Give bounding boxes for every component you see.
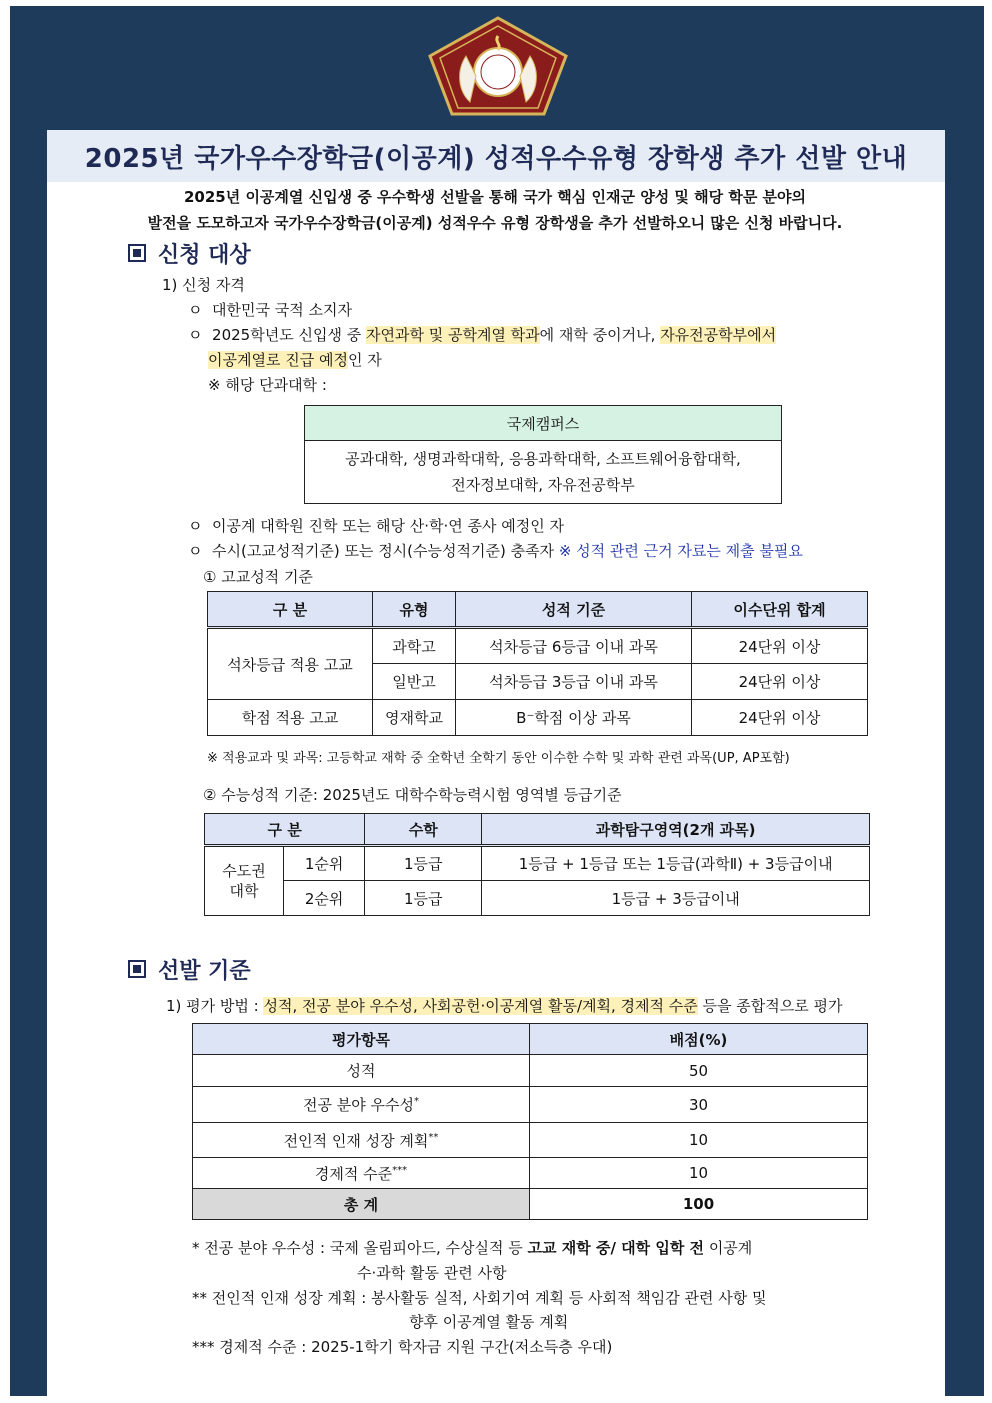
table-row xyxy=(208,628,868,664)
table-cell: 석차등급 6등급 이내 과목 xyxy=(456,628,692,664)
footnote-text: 이공계 xyxy=(704,1239,753,1257)
table-cell: 1순위 xyxy=(284,846,365,881)
section-heading-eligibility xyxy=(128,238,251,269)
university-emblem-icon xyxy=(426,16,571,120)
criteria-text: 2025학년도 신입생 중 xyxy=(212,326,366,344)
total-value: 100 xyxy=(530,1189,868,1220)
criteria-item xyxy=(188,299,352,320)
eval-item: 전인적 인재 성장 계획 xyxy=(283,1131,429,1150)
table-header: 이수단위 합계 xyxy=(692,592,868,628)
table-cell: 24단위 이상 xyxy=(692,700,868,736)
footnote-1 xyxy=(192,1237,752,1258)
hs-note: ※ 적용교과 및 과목: 고등학교 재학 중 全학년 全학기 동안 이수한 수학 및 과학 관련 과목(UP, AP포함) xyxy=(207,751,790,766)
circle-bullet-icon: ㅇ xyxy=(188,301,203,319)
hs-grade-table xyxy=(207,591,868,736)
table-cell: 30 xyxy=(530,1087,868,1123)
table-cell: 10 xyxy=(530,1158,868,1189)
footnote-2-cont: 향후 이공계열 활동 계획 xyxy=(409,1313,569,1331)
criteria-text: 이공계 대학원 진학 또는 해당 산·학·연 종사 예정인 자 xyxy=(212,517,565,535)
campus-colleges-line: 공과대학, 생명과학대학, 응용과학대학, 소프트웨어융합대학, xyxy=(345,450,741,468)
table-cell: 학점 적용 고교 xyxy=(208,700,373,736)
highlight-text: 자유전공학부에서 xyxy=(660,326,777,344)
table-header: 구 분 xyxy=(205,814,365,846)
footnote-text: * 전공 분야 우수성 : 국제 올림피아드, 수상실적 등 xyxy=(192,1239,528,1257)
criteria-item xyxy=(188,540,803,561)
criteria-item xyxy=(188,515,564,536)
footnote-mark: * xyxy=(413,1096,419,1107)
table-cell xyxy=(193,1055,530,1087)
table-header: 구 분 xyxy=(208,592,373,628)
footnote-1-cont: 수·과학 활동 관련 사항 xyxy=(357,1264,507,1282)
eval-item: 성적 xyxy=(346,1062,376,1080)
circle-bullet-icon: ㅇ xyxy=(188,542,203,560)
evaluation-table xyxy=(192,1023,868,1220)
table-header: 과학탐구영역(2개 과목) xyxy=(482,814,870,846)
campus-table xyxy=(304,405,782,504)
intro-line-2: 발전을 도모하고자 국가우수장학금(이공계) 성적우수 유형 장학생을 추가 선발하오니 많은 신청 바랍니다. xyxy=(147,214,843,232)
eval-text: 1) 평가 방법 : xyxy=(166,997,264,1015)
table-cell: 2순위 xyxy=(284,881,365,916)
circle-bullet-icon: ㅇ xyxy=(188,517,203,535)
table-cell: 1등급 xyxy=(365,846,482,881)
footnote-3: *** 경제적 수준 : 2025-1학기 학자금 지원 구간(저소득층 우대) xyxy=(192,1338,613,1356)
square-bullet-icon xyxy=(128,244,146,262)
title-bar xyxy=(47,130,945,182)
section-heading-selection xyxy=(128,954,251,985)
blue-note: ※ 성적 관련 근거 자료는 제출 불필요 xyxy=(558,542,803,560)
footnote-2: ** 전인적 인재 성장 계획 : 봉사활동 실적, 사회기여 계획 등 사회적 책임감 관련 사항 및 xyxy=(192,1289,767,1307)
csat-grade-table xyxy=(204,813,870,916)
campus-colleges-line: 전자정보대학, 자유전공학부 xyxy=(451,476,635,494)
table-cell: 24단위 이상 xyxy=(692,664,868,700)
table-cell xyxy=(193,1087,530,1123)
table-cell: 수도권 대학 xyxy=(205,846,284,916)
table-row xyxy=(193,1087,868,1123)
eval-text: 등을 종합적으로 평가 xyxy=(697,997,843,1015)
table-row xyxy=(205,846,870,881)
table-total-row xyxy=(193,1189,868,1220)
criteria-text: 에 재학 중이거나, xyxy=(539,326,661,344)
page-title: 2025년 국가우수장학금(이공계) 성적우수유형 장학생 추가 선발 안내 xyxy=(84,143,908,174)
eval-item: 경제적 수준 xyxy=(314,1164,393,1183)
table-header: 배점(%) xyxy=(530,1024,868,1055)
highlight-text: 이공계열로 진급 예정 xyxy=(208,351,348,369)
hs-criteria-title: ① 고교성적 기준 xyxy=(203,568,313,586)
section-heading-text: 선발 기준 xyxy=(158,959,251,984)
table-row xyxy=(193,1123,868,1158)
sub-heading: 1) 신청 자격 xyxy=(162,276,245,294)
criteria-text: 대한민국 국적 소지자 xyxy=(212,301,352,319)
table-header: 평가항목 xyxy=(193,1024,530,1055)
campus-colleges xyxy=(305,441,782,504)
table-row xyxy=(205,881,870,916)
csat-criteria-title: ② 수능성적 기준: 2025년도 대학수학능력시험 영역별 등급기준 xyxy=(203,786,622,804)
college-note: ※ 해당 단과대학 : xyxy=(208,376,327,394)
criteria-text: 인 자 xyxy=(347,351,382,369)
square-bullet-icon xyxy=(128,960,146,978)
table-cell: 영재학교 xyxy=(373,700,456,736)
highlight-text: 자연과학 및 공학계열 학과 xyxy=(365,326,540,344)
table-cell: B⁻학점 이상 과목 xyxy=(456,700,692,736)
intro-line-1: 2025년 이공계열 신입생 중 우수학생 선발을 통해 국가 핵심 인재군 양성 및 해당 학문 분야의 xyxy=(183,188,806,206)
eval-method xyxy=(166,995,842,1016)
table-header: 성적 기준 xyxy=(456,592,692,628)
table-cell: 1등급 xyxy=(365,881,482,916)
table-cell: 10 xyxy=(530,1123,868,1158)
total-label: 총 계 xyxy=(193,1189,530,1220)
table-cell: 과학고 xyxy=(373,628,456,664)
circle-bullet-icon: ㅇ xyxy=(188,326,203,344)
table-cell: 석차등급 적용 고교 xyxy=(208,628,373,700)
table-header: 유형 xyxy=(373,592,456,628)
highlight-text: 성적, 전공 분야 우수성, 사회공헌·이공계열 활동/계획, 경제적 수준 xyxy=(263,997,698,1015)
table-cell xyxy=(193,1123,530,1158)
table-cell: 24단위 이상 xyxy=(692,628,868,664)
footnote-mark: *** xyxy=(392,1164,408,1176)
table-cell xyxy=(193,1158,530,1189)
table-row xyxy=(193,1055,868,1087)
table-cell: 1등급 + 3등급이내 xyxy=(482,881,870,916)
criteria-item-cont xyxy=(208,349,382,370)
table-cell: 일반고 xyxy=(373,664,456,700)
table-cell: 석차등급 3등급 이내 과목 xyxy=(456,664,692,700)
footnote-mark: ** xyxy=(428,1131,439,1143)
campus-header: 국제캠퍼스 xyxy=(305,406,782,441)
section-heading-text: 신청 대상 xyxy=(158,243,251,268)
table-header: 수학 xyxy=(365,814,482,846)
table-row xyxy=(208,700,868,736)
eval-item: 전공 분야 우수성 xyxy=(303,1096,414,1114)
criteria-text: 수시(고교성적기준) 또는 정시(수능성적기준) 충족자 xyxy=(212,542,559,560)
criteria-item xyxy=(188,324,776,345)
footnote-bold: 고교 재학 중/ 대학 입학 전 xyxy=(527,1239,705,1257)
table-cell: 1등급 + 1등급 또는 1등급(과학Ⅱ) + 3등급이내 xyxy=(482,846,870,881)
table-row xyxy=(193,1158,868,1189)
table-cell: 50 xyxy=(530,1055,868,1087)
